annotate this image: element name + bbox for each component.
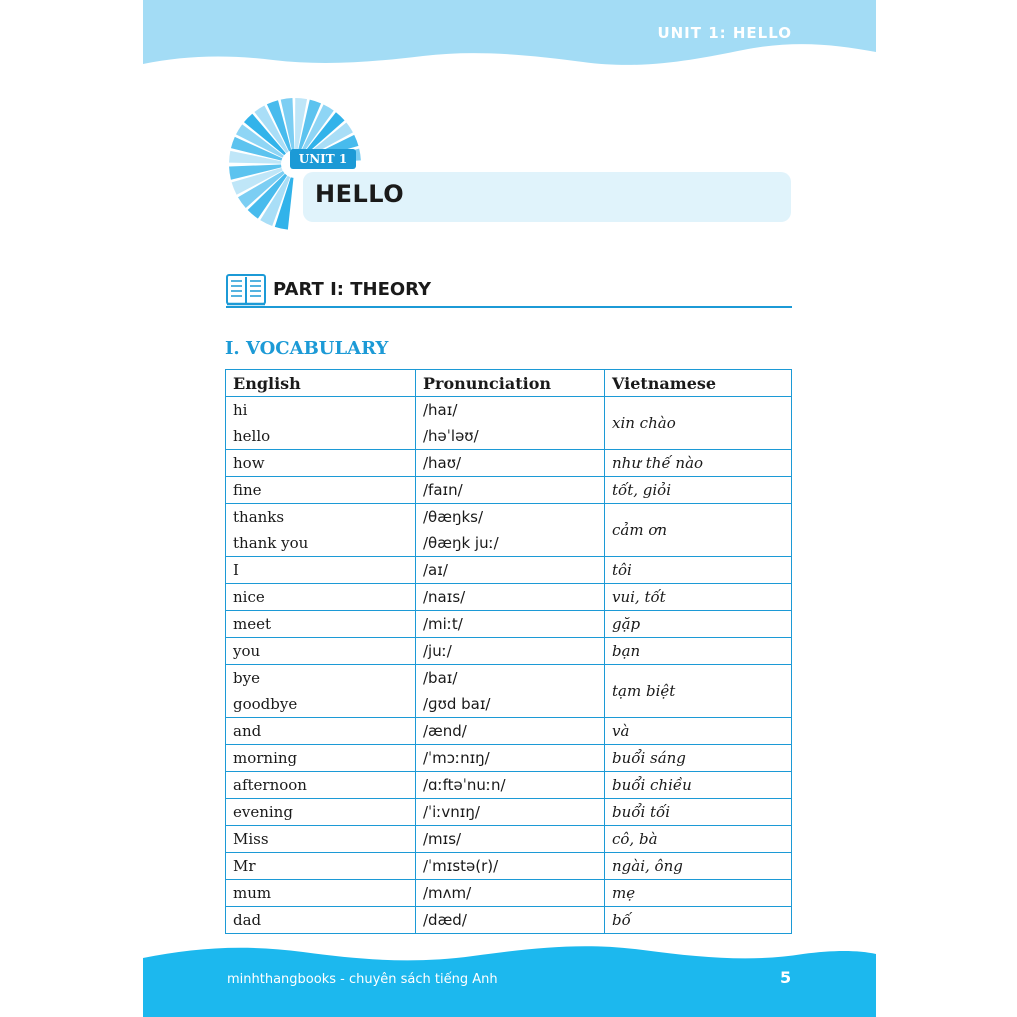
cell-english: how xyxy=(226,450,416,477)
cell-pronunciation: /ɑːftəˈnuːn/ xyxy=(416,772,605,799)
part-title: PART I: THEORY xyxy=(273,279,432,300)
cell-vietnamese: buổi chiều xyxy=(605,772,792,799)
cell-pronunciation: /θæŋk juː/ xyxy=(416,530,605,557)
table-row xyxy=(226,853,792,880)
column-header-english: English xyxy=(226,370,416,397)
cell-english: I xyxy=(226,557,416,584)
cell-vietnamese: mẹ xyxy=(605,880,792,907)
unit-title: HELLO xyxy=(315,180,405,208)
table-row xyxy=(226,397,792,424)
cell-english: hi xyxy=(226,397,416,424)
cell-pronunciation: /ˈmɪstə(r)/ xyxy=(416,853,605,880)
cell-english: bye xyxy=(226,665,416,692)
cell-english: goodbye xyxy=(226,691,416,718)
table-row xyxy=(226,665,792,692)
table-row xyxy=(226,638,792,665)
table-row xyxy=(226,584,792,611)
cell-english: mum xyxy=(226,880,416,907)
cell-pronunciation: /naɪs/ xyxy=(416,584,605,611)
cell-english: meet xyxy=(226,611,416,638)
open-book-icon xyxy=(226,272,266,306)
cell-pronunciation: /dæd/ xyxy=(416,907,605,934)
table-row xyxy=(226,772,792,799)
table-row xyxy=(226,745,792,772)
cell-english: thank you xyxy=(226,530,416,557)
table-header-row xyxy=(226,370,792,397)
cell-pronunciation: /ˈmɔːnɪŋ/ xyxy=(416,745,605,772)
cell-pronunciation: /ɡʊd baɪ/ xyxy=(416,691,605,718)
cell-english: hello xyxy=(226,423,416,450)
page-number: 5 xyxy=(780,968,792,987)
table-row xyxy=(226,799,792,826)
cell-pronunciation: /mɪs/ xyxy=(416,826,605,853)
cell-english: and xyxy=(226,718,416,745)
cell-vietnamese: gặp xyxy=(605,611,792,638)
cell-pronunciation: /aɪ/ xyxy=(416,557,605,584)
cell-vietnamese: tạm biệt xyxy=(605,665,792,718)
cell-vietnamese: như thế nào xyxy=(605,450,792,477)
column-header-pronunciation: Pronunciation xyxy=(416,370,605,397)
cell-pronunciation: /həˈləʊ/ xyxy=(416,423,605,450)
cell-vietnamese: tốt, giỏi xyxy=(605,477,792,504)
cell-english: dad xyxy=(226,907,416,934)
cell-vietnamese: vui, tốt xyxy=(605,584,792,611)
cell-vietnamese: buổi sáng xyxy=(605,745,792,772)
vocabulary-table xyxy=(225,369,792,934)
cell-english: thanks xyxy=(226,504,416,531)
cell-pronunciation: /miːt/ xyxy=(416,611,605,638)
table-row xyxy=(226,611,792,638)
cell-pronunciation: /ænd/ xyxy=(416,718,605,745)
table-row xyxy=(226,557,792,584)
cell-pronunciation: /θæŋks/ xyxy=(416,504,605,531)
cell-pronunciation: /haʊ/ xyxy=(416,450,605,477)
cell-vietnamese: tôi xyxy=(605,557,792,584)
part-divider xyxy=(226,306,792,308)
cell-vietnamese: bạn xyxy=(605,638,792,665)
table-row xyxy=(226,450,792,477)
cell-pronunciation: /ˈiːvnɪŋ/ xyxy=(416,799,605,826)
cell-vietnamese: bố xyxy=(605,907,792,934)
unit-tag: UNIT 1 xyxy=(290,149,356,169)
cell-pronunciation: /baɪ/ xyxy=(416,665,605,692)
table-row xyxy=(226,718,792,745)
cell-pronunciation: /haɪ/ xyxy=(416,397,605,424)
cell-english: nice xyxy=(226,584,416,611)
cell-english: Mr xyxy=(226,853,416,880)
cell-vietnamese: xin chào xyxy=(605,397,792,450)
cell-english: morning xyxy=(226,745,416,772)
column-header-vietnamese: Vietnamese xyxy=(605,370,792,397)
cell-vietnamese: cô, bà xyxy=(605,826,792,853)
table-row xyxy=(226,477,792,504)
footer-publisher-text: minhthangbooks - chuyên sách tiếng Anh xyxy=(227,972,498,987)
table-row xyxy=(226,880,792,907)
cell-english: Miss xyxy=(226,826,416,853)
cell-english: evening xyxy=(226,799,416,826)
cell-pronunciation: /juː/ xyxy=(416,638,605,665)
cell-vietnamese: ngài, ông xyxy=(605,853,792,880)
table-row xyxy=(226,826,792,853)
book-page xyxy=(143,0,876,1017)
section-title: I. VOCABULARY xyxy=(225,338,389,359)
cell-pronunciation: /faɪn/ xyxy=(416,477,605,504)
table-row xyxy=(226,504,792,531)
cell-english: you xyxy=(226,638,416,665)
cell-vietnamese: cảm ơn xyxy=(605,504,792,557)
cell-english: afternoon xyxy=(226,772,416,799)
cell-pronunciation: /mʌm/ xyxy=(416,880,605,907)
running-head: UNIT 1: HELLO xyxy=(657,24,792,42)
cell-vietnamese: buổi tối xyxy=(605,799,792,826)
cell-vietnamese: và xyxy=(605,718,792,745)
cell-english: fine xyxy=(226,477,416,504)
table-row xyxy=(226,907,792,934)
